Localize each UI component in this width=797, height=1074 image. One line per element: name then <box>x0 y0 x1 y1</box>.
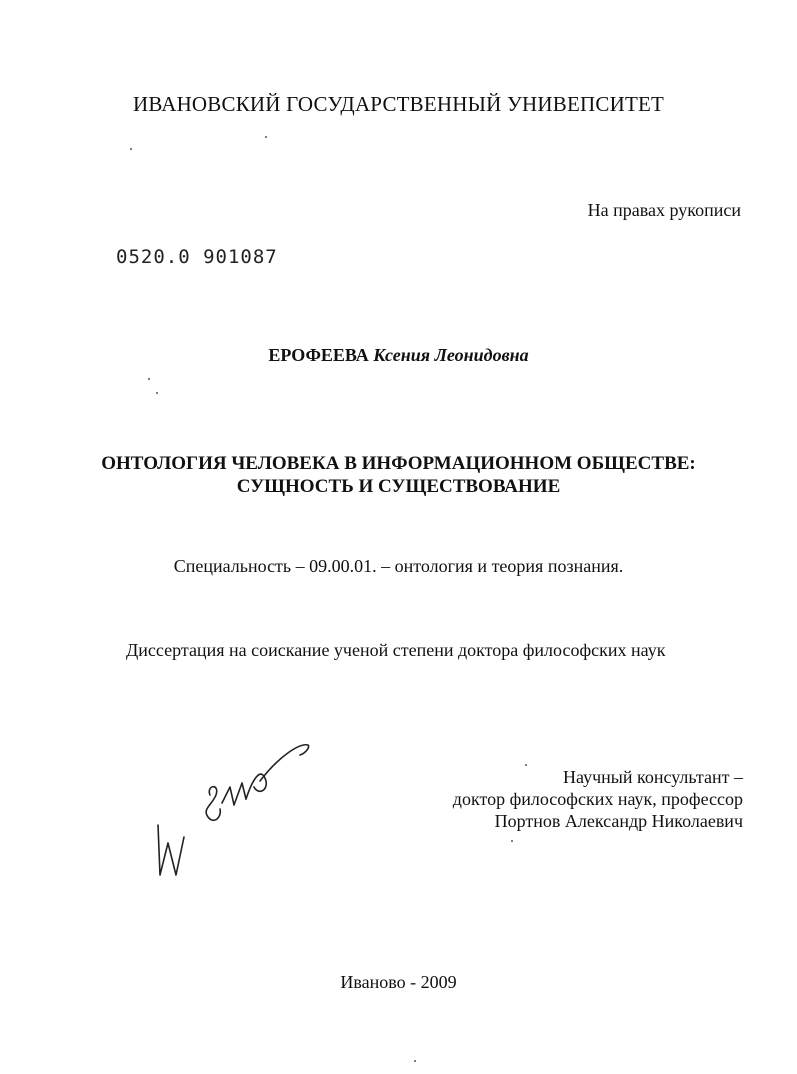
scientific-advisor <box>453 766 743 832</box>
university-name: ИВАНОВСКИЙ ГОСУДАРСТВЕННЫЙ УНИВЕПСИТЕТ <box>132 92 665 116</box>
catalog-code: 0520.0 901087 <box>116 246 278 268</box>
specialty: Специальность – 09.00.01. – онтология и теория познания. <box>173 556 624 576</box>
scan-speck <box>130 148 132 150</box>
dissertation-title <box>0 452 797 498</box>
scan-speck <box>511 840 513 842</box>
city-year: Иваново - 2009 <box>340 972 457 992</box>
advisor-role: Научный консультант – <box>563 767 743 787</box>
author-surname: ЕРОФЕЕВА <box>268 345 369 365</box>
scan-speck <box>265 136 267 138</box>
scan-speck <box>148 378 150 380</box>
author-given-names: Ксения Леонидовна <box>373 345 529 365</box>
title-line-1: ОНТОЛОГИЯ ЧЕЛОВЕКА В ИНФОРМАЦИОННОМ ОБЩЕСТВЕ: <box>101 453 696 474</box>
advisor-degree: доктор философских наук, профессор <box>452 789 743 809</box>
scan-speck <box>414 1060 416 1062</box>
title-line-2: СУЩНОСТЬ И СУЩЕСТВОВАНИЕ <box>236 476 561 497</box>
rights-note: На правах рукописи <box>587 200 741 220</box>
advisor-name: Портнов Александр Николаевич <box>494 811 743 831</box>
dissertation-statement: Диссертация на соискание ученой степени доктора философских наук <box>126 640 666 660</box>
handwritten-signature <box>150 725 320 885</box>
scan-speck <box>156 392 158 394</box>
scan-speck <box>525 764 527 766</box>
author-name <box>0 345 797 366</box>
